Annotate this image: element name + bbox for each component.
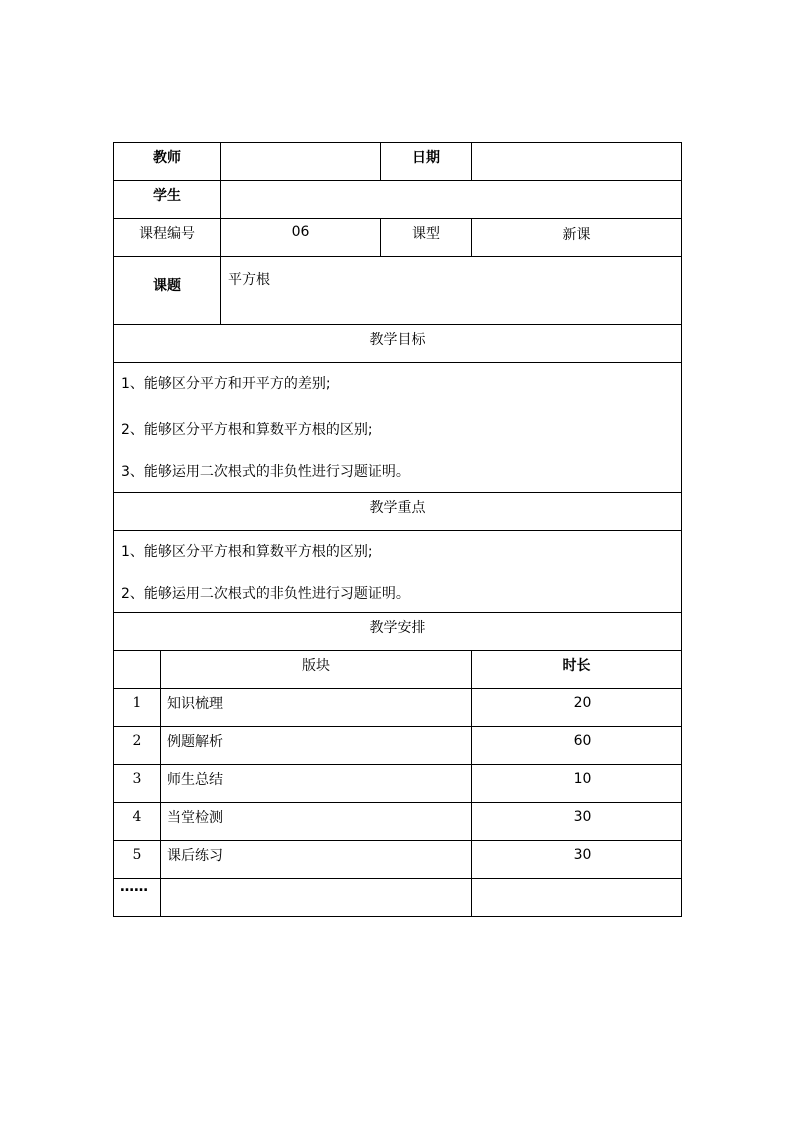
topic-row xyxy=(114,257,682,325)
key-points-title: 教学重点 xyxy=(114,493,682,531)
teacher-value[interactable] xyxy=(221,143,381,181)
table-row xyxy=(114,841,682,879)
row-duration: 10 xyxy=(472,765,682,803)
objectives-list xyxy=(114,363,682,493)
key-points-header-row xyxy=(114,493,682,531)
topic-label: 课题 xyxy=(114,257,221,325)
row-block: 知识梳理 xyxy=(161,689,472,727)
schedule-columns-row xyxy=(114,651,682,689)
student-value[interactable] xyxy=(221,181,682,219)
row-duration-empty xyxy=(472,879,682,917)
row-duration: 20 xyxy=(472,689,682,727)
table-row xyxy=(114,689,682,727)
schedule-title: 教学安排 xyxy=(114,613,682,651)
course-row xyxy=(114,219,682,257)
row-number: 5 xyxy=(114,841,161,879)
row-duration: 60 xyxy=(472,727,682,765)
row-block: 师生总结 xyxy=(161,765,472,803)
course-type-label: 课型 xyxy=(381,219,472,257)
teacher-label: 教师 xyxy=(114,143,221,181)
date-label: 日期 xyxy=(381,143,472,181)
table-row-more xyxy=(114,879,682,917)
schedule-block-header: 版块 xyxy=(161,651,472,689)
lesson-plan-sheet xyxy=(113,142,681,917)
key-points-content-row xyxy=(114,531,682,613)
objectives-title: 教学目标 xyxy=(114,325,682,363)
more-ellipsis: …… xyxy=(114,879,161,917)
row-block: 例题解析 xyxy=(161,727,472,765)
table-row xyxy=(114,803,682,841)
topic-value: 平方根 xyxy=(221,257,682,325)
student-row xyxy=(114,181,682,219)
table-row xyxy=(114,727,682,765)
key-point-item: 2、能够运用二次根式的非负性进行习题证明。 xyxy=(121,586,410,602)
objective-item: 1、能够区分平方和开平方的差别; xyxy=(121,376,331,392)
row-duration: 30 xyxy=(472,841,682,879)
row-number: 3 xyxy=(114,765,161,803)
objective-item: 2、能够区分平方根和算数平方根的区别; xyxy=(121,422,373,438)
key-point-item: 1、能够区分平方根和算数平方根的区别; xyxy=(121,544,373,560)
row-number: 1 xyxy=(114,689,161,727)
objective-item: 3、能够运用二次根式的非负性进行习题证明。 xyxy=(121,464,410,480)
row-number: 4 xyxy=(114,803,161,841)
schedule-duration-header: 时长 xyxy=(472,651,682,689)
date-value[interactable] xyxy=(472,143,682,181)
row-block: 当堂检测 xyxy=(161,803,472,841)
course-type-value: 新课 xyxy=(472,219,682,257)
key-points-list xyxy=(114,531,682,613)
teacher-date-row xyxy=(114,143,682,181)
lesson-plan-table xyxy=(113,142,682,917)
row-duration: 30 xyxy=(472,803,682,841)
schedule-no-header xyxy=(114,651,161,689)
objectives-content-row xyxy=(114,363,682,493)
row-number: 2 xyxy=(114,727,161,765)
row-block-empty xyxy=(161,879,472,917)
row-block: 课后练习 xyxy=(161,841,472,879)
student-label: 学生 xyxy=(114,181,221,219)
course-no-value: 06 xyxy=(221,219,381,257)
objectives-header-row xyxy=(114,325,682,363)
course-no-label: 课程编号 xyxy=(114,219,221,257)
table-row xyxy=(114,765,682,803)
schedule-header-row xyxy=(114,613,682,651)
